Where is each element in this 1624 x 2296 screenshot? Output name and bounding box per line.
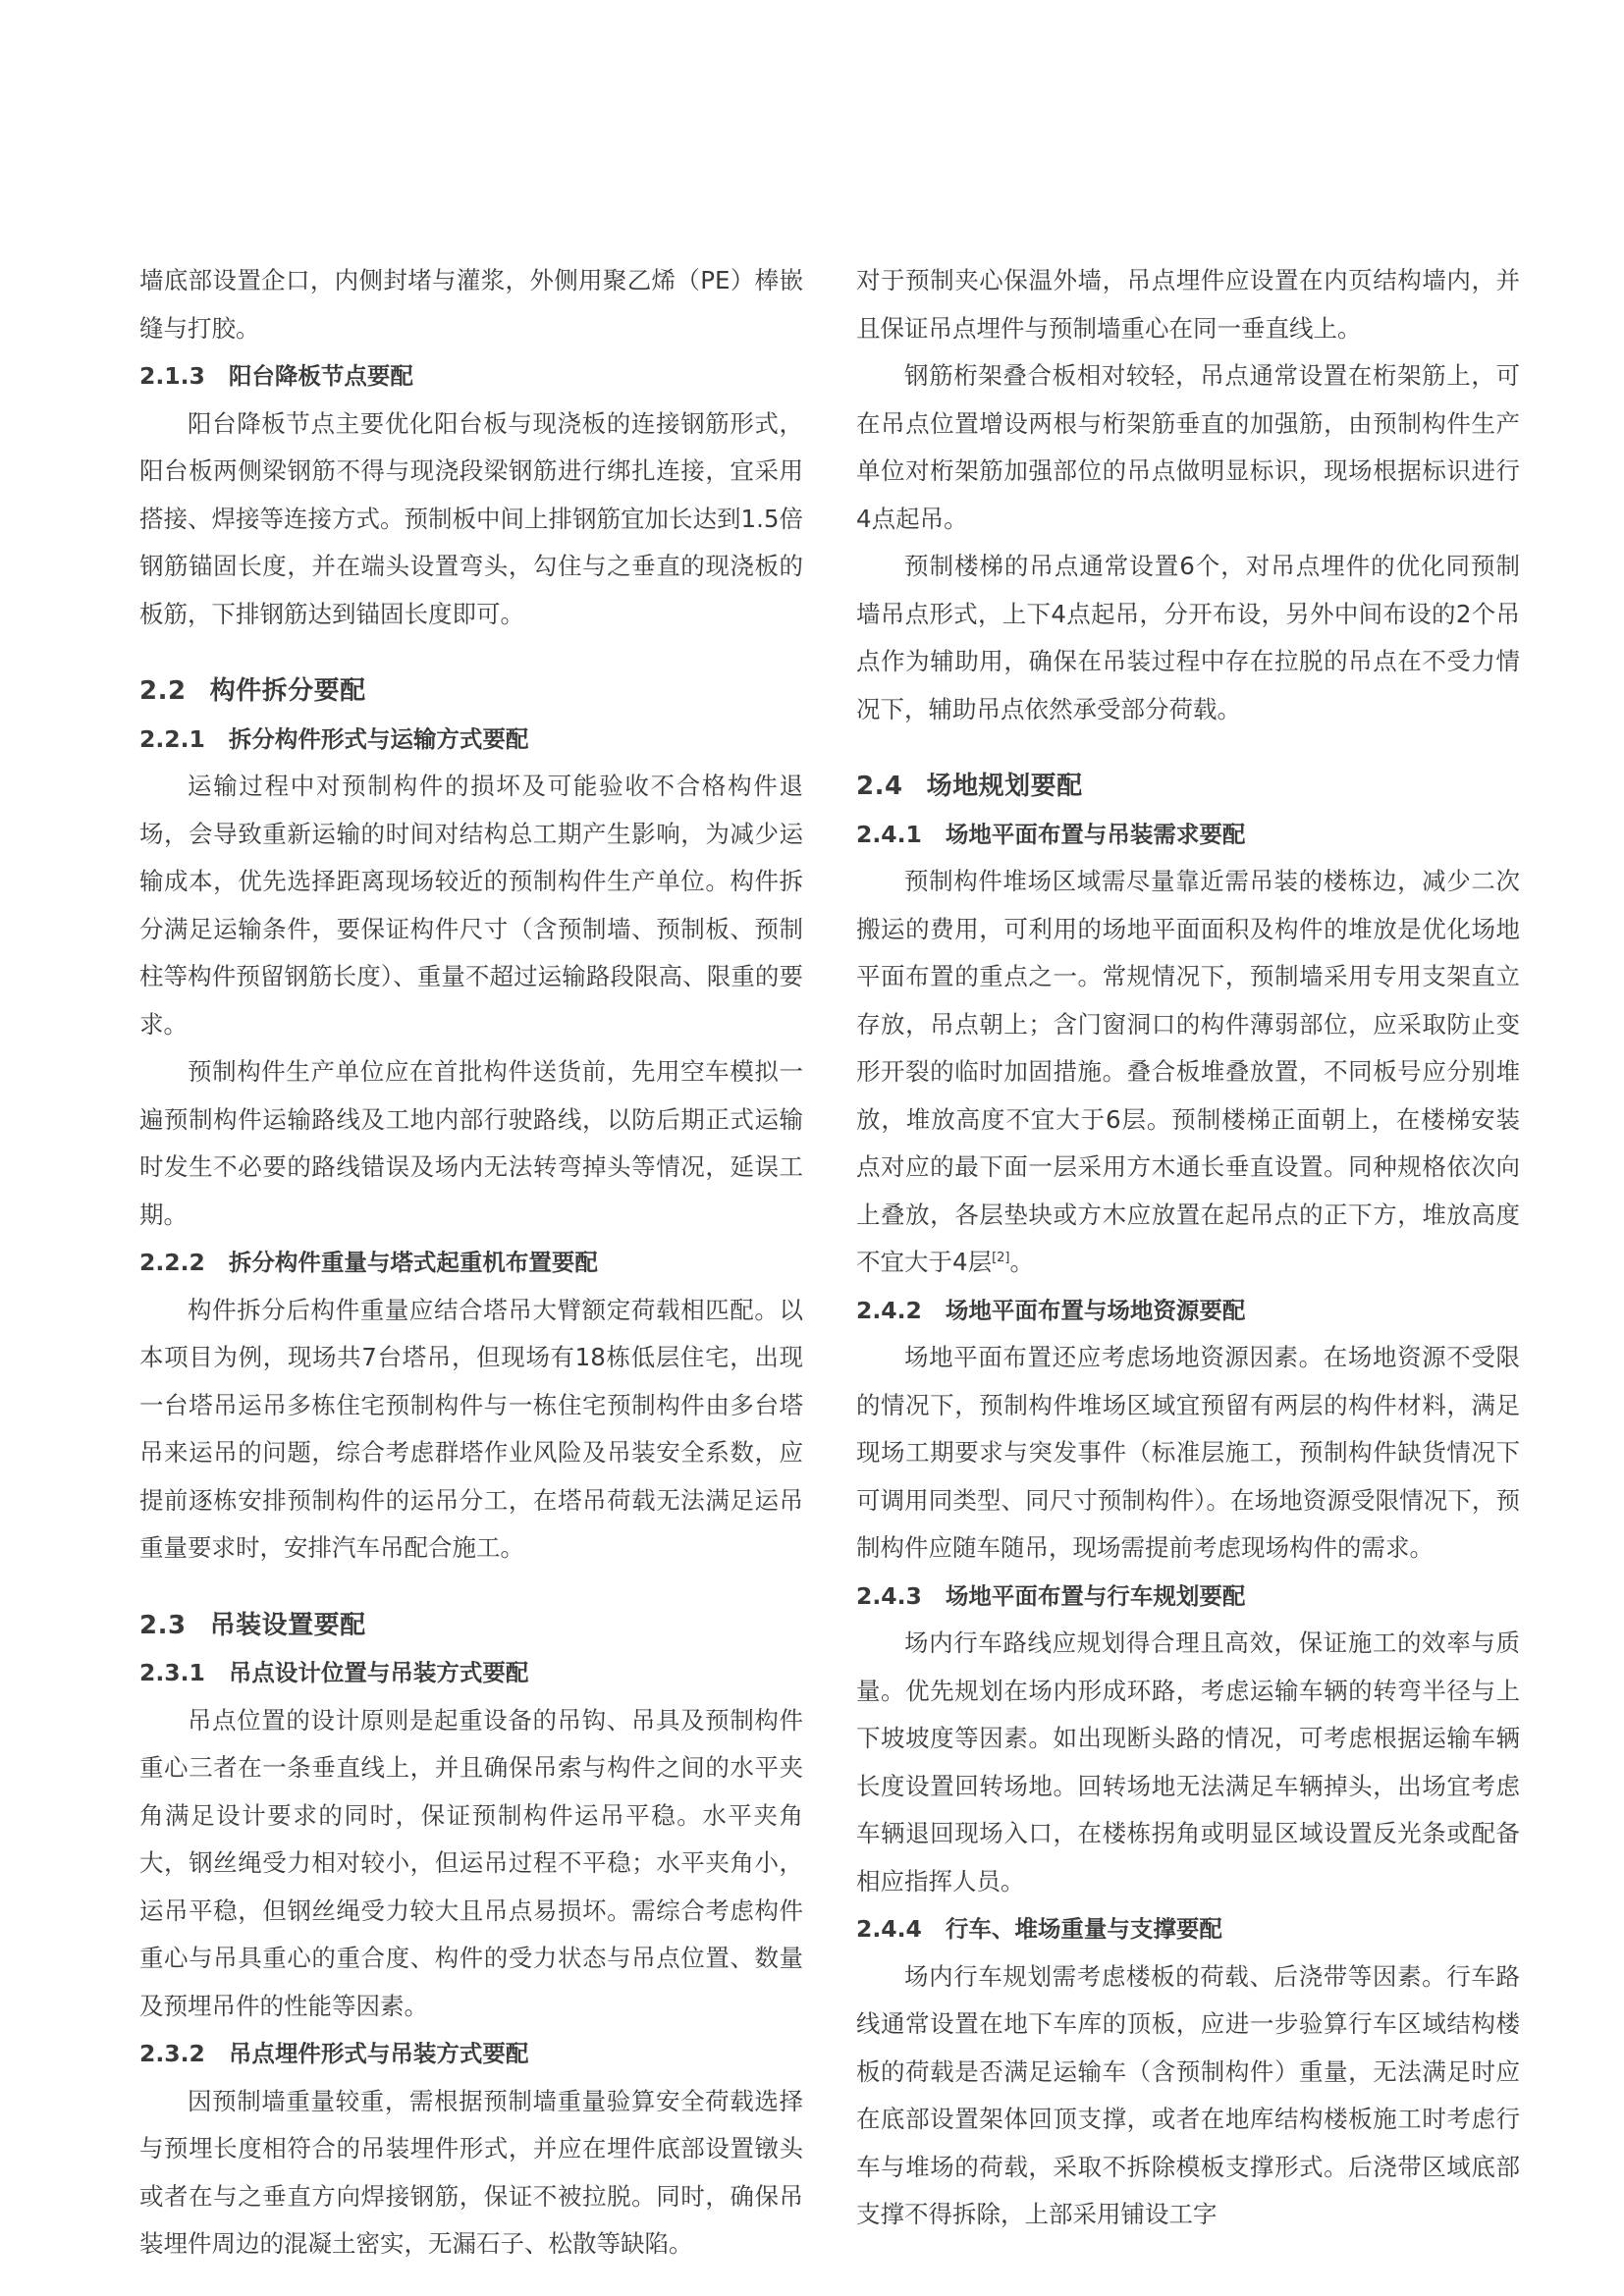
heading-2-3: [139, 1602, 803, 1650]
section-title: 场地规划要配: [926, 772, 1083, 801]
heading-2-4: [856, 763, 1520, 811]
section-title: 构件拆分要配: [209, 676, 366, 706]
paragraph-continued: 墙底部设置企口，内侧封堵与灌浆，外侧用聚乙烯（PE）棒嵌缝与打胶。: [139, 266, 803, 343]
paragraph: 场内行车路线应规划得合理且高效，保证施工的效率与质量。优先规划在场内形成环路，考虑运输车辆的转弯半径与上下坡坡度等因素。如出现断头路的情况，可考虑根据运输车辆长度设置回转场地。回转场地无法满足车辆掉头，出场宜考虑车辆退回现场入口，在楼栋拐角或明显区域设置反光条或配备相应指挥人员。: [856, 1629, 1520, 1896]
section-title: 场地平面布置与吊装需求要配: [945, 820, 1246, 848]
heading-2-2: [139, 667, 803, 716]
paragraph: 运输过程中对预制构件的损坏及可能验收不合格构件退场，会导致重新运输的时间对结构总工期产生影响，为减少运输成本，优先选择距离现场较近的预制构件生产单位。构件拆分满足运输条件，要保证构件尺寸（含预制墙、预制板、预制柱等构件预留钢筋长度）、重量不超过运输路段限高、限重的要求。: [139, 772, 803, 1039]
paragraph: 因预制墙重量较重，需根据预制墙重量验算安全荷载选择与预埋长度相符合的吊装埋件形式，并应在埋件底部设置镦头或者在与之垂直方向焊接钢筋，保证不被拉脱。同时，确保吊装埋件周边的混凝土密实，无漏石子、松散等缺陷。: [139, 2086, 803, 2258]
section-number: 2.4.1: [856, 820, 922, 848]
heading-2-4-4: [856, 1905, 1520, 1953]
section-title: 拆分构件重量与塔式起重机布置要配: [228, 1249, 598, 1276]
section-number: 2.3: [139, 1610, 187, 1640]
section-title: 阳台降板节点要配: [228, 362, 413, 390]
paragraph: 吊点位置的设计原则是起重设备的吊钩、吊具及预制构件重心三者在一条垂直线上，并且确保吊索与构件之间的水平夹角满足设计要求的同时，保证预制构件运吊平稳。水平夹角大，钢丝绳受力相对较小，但运吊过程不平稳；水平夹角小，运吊平稳，但钢丝绳受力较大且吊点易损坏。需综合考虑构件重心与吊具重心的重合度、构件的受力状态与吊点位置、数量及预埋吊件的性能等因素。: [139, 1705, 803, 2020]
section-title: 吊点埋件形式与吊装方式要配: [228, 2040, 529, 2067]
heading-2-4-1: [856, 811, 1520, 859]
paragraph: [856, 858, 1520, 1287]
section-title: 场地平面布置与场地资源要配: [945, 1296, 1246, 1324]
paragraph-continued: 对于预制夹心保温外墙，吊点埋件应设置在内页结构墙内，并且保证吊点埋件与预制墙重心在同一垂直线上。: [856, 266, 1520, 343]
section-number: 2.4.2: [856, 1296, 922, 1324]
section-number: 2.1.3: [139, 362, 205, 390]
section-title: 吊点设计位置与吊装方式要配: [228, 1659, 529, 1686]
section-number: 2.3.2: [139, 2040, 205, 2067]
heading-2-3-1: [139, 1649, 803, 1697]
paragraph: 钢筋桁架叠合板相对较轻，吊点通常设置在桁架筋上，可在吊点位置增设两根与桁架筋垂直的加强筋，由预制构件生产单位对桁架筋加强部位的吊点做明显标识，现场根据标识进行4点起吊。: [856, 361, 1520, 533]
heading-2-2-2: [139, 1239, 803, 1287]
heading-2-4-3: [856, 1573, 1520, 1621]
section-number: 2.2.2: [139, 1249, 205, 1276]
section-title: 行车、堆场重量与支撑要配: [945, 1915, 1222, 1943]
heading-2-3-2: [139, 2030, 803, 2078]
paragraph-text: 预制构件堆场区域需尽量靠近需吊装的楼栋边，减少二次搬运的费用，可利用的场地平面面积及构件的堆放是优化场地平面布置的重点之一。常规情况下，预制墙采用专用支架直立存放，吊点朝上；含门窗洞口的构件薄弱部位，应采取防止变形开裂的临时加固措施。叠合板堆叠放置，不同板号应分别堆放，堆放高度不宜大于6层。预制楼梯正面朝上，在楼梯安装点对应的最下面一层采用方木通长垂直设置。同种规格依次向上叠放，各层垫块或方木应放置在起吊点的正下方，堆放高度不宜大于4层: [856, 867, 1520, 1276]
paragraph: 构件拆分后构件重量应结合塔吊大臂额定荷载相匹配。以本项目为例，现场共7台塔吊，但现场有18栋低层住宅，出现一台塔吊运吊多栋住宅预制构件与一栋住宅预制构件由多台塔吊来运吊的问题，综合考虑群塔作业风险及吊装安全系数，应提前逐栋安排预制构件的运吊分工，在塔吊荷载无法满足运吊重量要求时，安排汽车吊配合施工。: [139, 1295, 803, 1562]
paragraph: 场内行车规划需考虑楼板的荷载、后浇带等因素。行车路线通常设置在地下车库的顶板，应进一步验算行车区域结构楼板的荷载是否满足运输车（含预制构件）重量，无法满足时应在底部设置架体回顶支撑，或者在地库结构楼板施工时考虑行车与堆场的荷载，采取不拆除模板支撑形式。后浇带区域底部支撑不得拆除，上部采用铺设工字: [856, 1961, 1520, 2228]
section-title: 吊装设置要配: [209, 1610, 366, 1640]
section-number: 2.4.3: [856, 1581, 922, 1610]
section-number: 2.4.4: [856, 1915, 922, 1943]
citation-ref: [2]: [992, 1250, 1010, 1265]
paragraph: 预制构件生产单位应在首批构件送货前，先用空车模拟一遍预制构件运输路线及工地内部行驶路线，以防后期正式运输时发生不必要的路线错误及场内无法转弯掉头等情况，延误工期。: [139, 1057, 803, 1229]
section-title: 拆分构件形式与运输方式要配: [228, 724, 529, 753]
paragraph-end: 。: [1009, 1248, 1035, 1276]
section-number: 2.3.1: [139, 1659, 205, 1686]
section-number: 2.2: [139, 676, 187, 706]
paragraph: 场地平面布置还应考虑场地资源因素。在场地资源不受限的情况下，预制构件堆场区域宜预留有两层的构件材料，满足现场工期要求与突发事件（标准层施工，预制构件缺货情况下可调用同类型、同尺寸预制构件）。在场地资源受限情况下，预制构件应随车随吊，现场需提前考虑现场构件的需求。: [856, 1343, 1520, 1562]
section-number: 2.4: [856, 772, 903, 801]
left-column: [139, 257, 803, 2269]
paragraph: 阳台降板节点主要优化阳台板与现浇板的连接钢筋形式，阳台板两侧梁钢筋不得与现浇段梁钢筋进行绑扎连接，宜采用搭接、焊接等连接方式。预制板中间上排钢筋宜加长达到1.5倍钢筋锚固长度，并在端头设置弯头，勾住与之垂直的现浇板的板筋，下排钢筋达到锚固长度即可。: [139, 408, 803, 628]
heading-2-2-1: [139, 716, 803, 764]
heading-2-4-2: [856, 1287, 1520, 1335]
heading-2-1-3: [139, 352, 803, 400]
right-column: [856, 257, 1520, 2239]
section-number: 2.2.1: [139, 724, 205, 753]
section-title: 场地平面布置与行车规划要配: [945, 1581, 1246, 1610]
paragraph: 预制楼梯的吊点通常设置6个，对吊点埋件的优化同预制墙吊点形式，上下4点起吊，分开布设，另外中间布设的2个吊点作为辅助用，确保在吊装过程中存在拉脱的吊点在不受力情况下，辅助吊点依然承受部分荷载。: [856, 552, 1520, 723]
